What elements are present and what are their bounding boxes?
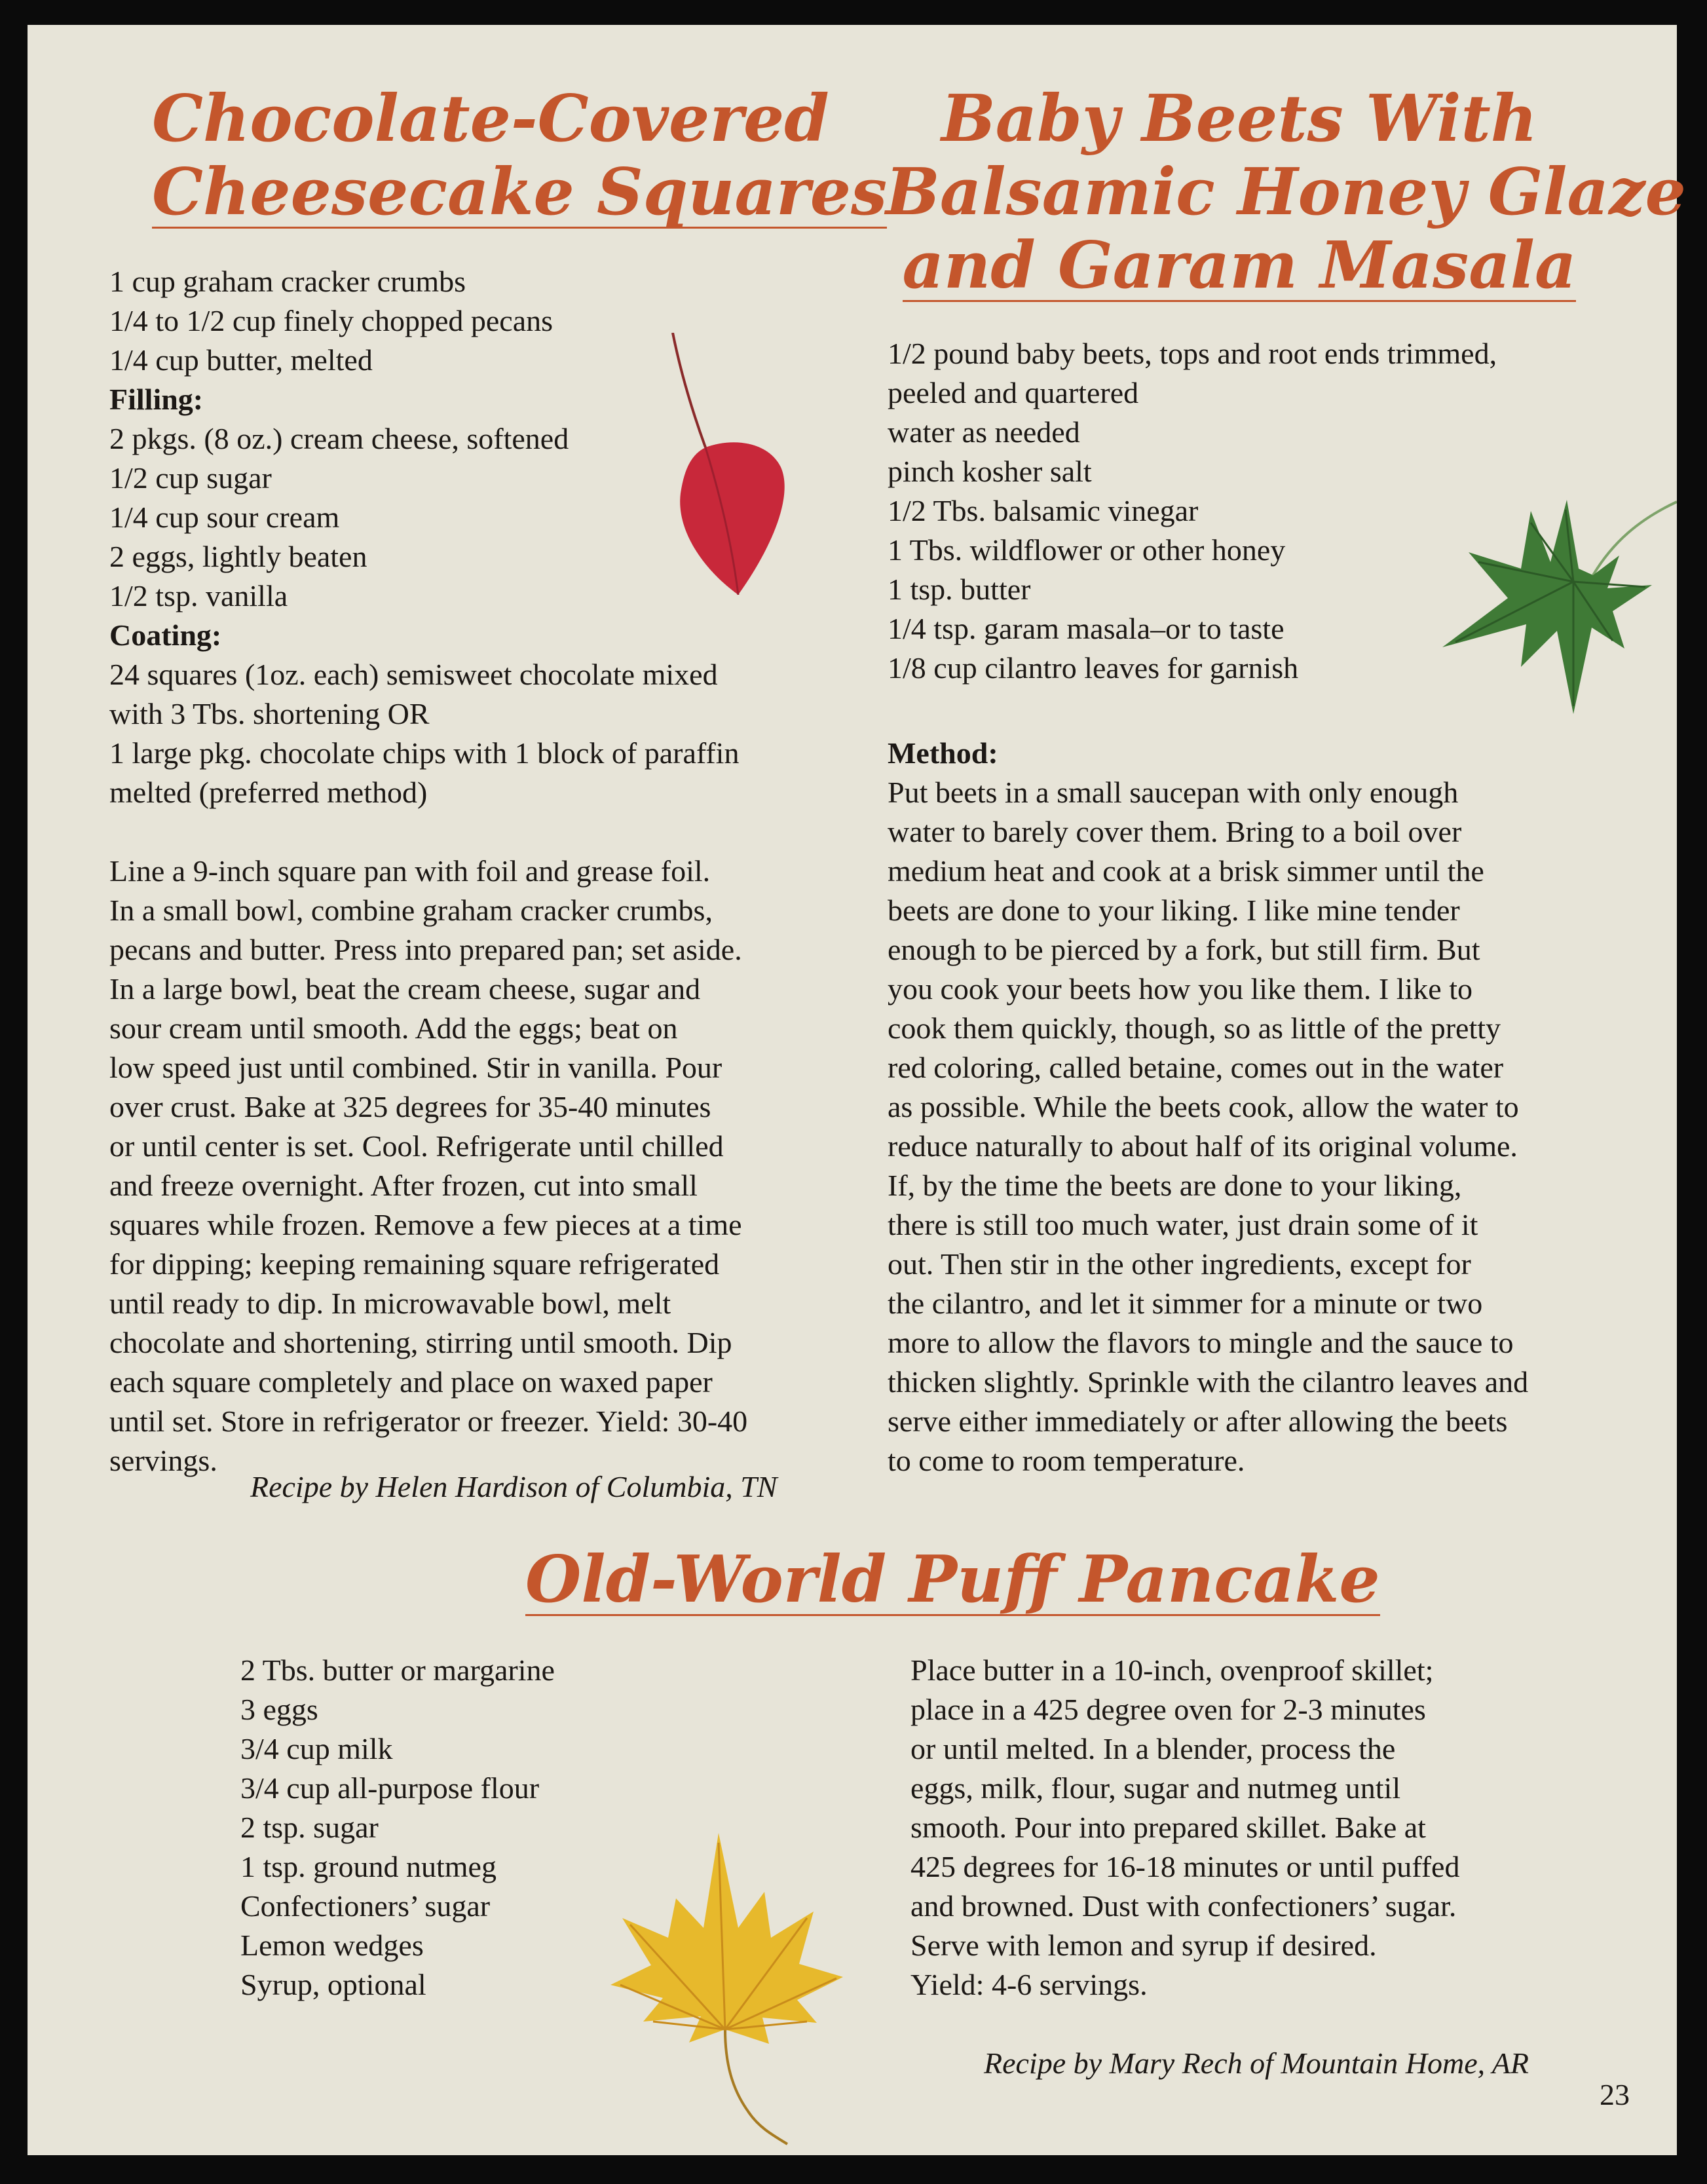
method-line: as possible. While the beets cook, allow the water to — [888, 1090, 1519, 1123]
direction-line: sour cream until smooth. Add the eggs; beat on — [109, 1011, 678, 1045]
ingredient-line: 1/8 cup cilantro leaves for garnish — [888, 651, 1299, 685]
magazine-page — [28, 25, 1686, 2155]
red-leaf-icon — [640, 333, 797, 601]
method-line: the cilantro, and let it simmer for a minute or two — [888, 1287, 1483, 1320]
ingredient-line: 2 tsp. sugar — [240, 1811, 379, 1844]
direction-line: until ready to dip. In microwavable bowl, melt — [109, 1287, 671, 1320]
method-line: out. Then stir in the other ingredients, except for — [888, 1247, 1471, 1281]
ingredient-line: melted (preferred method) — [109, 776, 428, 809]
direction-line: smooth. Pour into prepared skillet. Bake at — [910, 1811, 1426, 1844]
filling-heading: Filling: — [109, 383, 204, 416]
ingredient-line: 1/4 cup butter, melted — [109, 343, 373, 377]
ingredient-line: 2 pkgs. (8 oz.) cream cheese, softened — [109, 422, 569, 455]
beets-title-line-1: Baby Beets With — [941, 81, 1538, 157]
ingredient-line: Confectioners’ sugar — [240, 1889, 491, 1923]
cheesecake-credit: Recipe by Helen Hardison of Columbia, TN — [250, 1470, 778, 1503]
ingredient-line: 2 Tbs. butter or margarine — [240, 1653, 555, 1687]
direction-line: for dipping; keeping remaining square refrigerated — [109, 1247, 720, 1281]
ingredient-line: water as needed — [888, 415, 1080, 449]
ingredient-line: 1 cup graham cracker crumbs — [109, 265, 466, 298]
method-line: Put beets in a small saucepan with only enough — [888, 776, 1459, 809]
ingredient-line: 1/4 cup sour cream — [109, 500, 340, 534]
coating-heading: Coating: — [109, 618, 222, 652]
ingredient-line: Lemon wedges — [240, 1929, 424, 1962]
ingredient-line: 1/2 pound baby beets, tops and root ends trimmed, — [888, 337, 1497, 370]
ingredient-line: 24 squares (1oz. each) semisweet chocolate mixed — [109, 658, 718, 691]
cheesecake-title — [152, 81, 888, 230]
ingredient-line: 1/2 cup sugar — [109, 461, 272, 495]
pancake-directions — [910, 1651, 1459, 2005]
beets-title — [886, 81, 1686, 303]
direction-line: In a large bowl, beat the cream cheese, sugar and — [109, 972, 701, 1006]
ingredient-line: 3/4 cup milk — [240, 1732, 393, 1765]
ingredient-line: 1 tsp. butter — [888, 573, 1031, 606]
green-maple-leaf-icon — [1416, 470, 1677, 745]
direction-line: 425 degrees for 16-18 minutes or until puffed — [910, 1850, 1460, 1883]
method-line: water to barely cover them. Bring to a boil over — [888, 815, 1462, 848]
method-heading: Method: — [888, 736, 998, 770]
direction-line: Place butter in a 10-inch, ovenproof skillet; — [910, 1653, 1434, 1687]
cheesecake-title-line-2: Cheesecake Squares — [152, 155, 888, 230]
beets-ingredients — [888, 334, 1497, 688]
ingredient-line: 1/4 tsp. garam masala–or to taste — [888, 612, 1285, 645]
ingredient-line: 3/4 cup all-purpose flour — [240, 1771, 540, 1805]
ingredient-line: with 3 Tbs. shortening OR — [109, 697, 430, 730]
pancake-title — [525, 1542, 1380, 1617]
ingredient-line: 2 eggs, lightly beaten — [109, 540, 367, 573]
direction-line: or until center is set. Cool. Refrigerate until chilled — [109, 1129, 724, 1163]
direction-line: low speed just until combined. Stir in vanilla. Pour — [109, 1051, 722, 1084]
direction-line: and browned. Dust with confectioners’ sugar. — [910, 1889, 1457, 1923]
ingredient-line: 1/2 tsp. vanilla — [109, 579, 288, 612]
ingredient-line: 1 large pkg. chocolate chips with 1 block of paraffin — [109, 736, 740, 770]
method-line: reduce naturally to about half of its original volume. — [888, 1129, 1518, 1163]
direction-line: Line a 9-inch square pan with foil and grease foil. — [109, 854, 711, 888]
ingredient-line: 1/4 to 1/2 cup finely chopped pecans — [109, 304, 553, 337]
ingredient-line: peeled and quartered — [888, 376, 1139, 409]
beets-title-line-2: Balsamic Honey Glaze — [886, 155, 1686, 230]
direction-line: over crust. Bake at 325 degrees for 35-40 minutes — [109, 1090, 711, 1123]
cheesecake-title-line-1: Chocolate-Covered — [152, 81, 829, 157]
ingredient-line: 1 tsp. ground nutmeg — [240, 1850, 497, 1883]
method-line: thicken slightly. Sprinkle with the cilantro leaves and — [888, 1365, 1529, 1399]
method-line: more to allow the flavors to mingle and the sauce to — [888, 1326, 1514, 1359]
method-line: to come to room temperature. — [888, 1444, 1245, 1477]
method-line: you cook your beets how you like them. I like to — [888, 972, 1473, 1006]
pancake-credit: Recipe by Mary Rech of Mountain Home, AR — [984, 2046, 1529, 2080]
direction-line: squares while frozen. Remove a few pieces at a time — [109, 1208, 742, 1241]
direction-line: pecans and butter. Press into prepared pan; set aside. — [109, 933, 742, 966]
method-line: cook them quickly, though, so as little of the pretty — [888, 1011, 1501, 1045]
direction-line: each square completely and place on waxed paper — [109, 1365, 713, 1399]
method-line: beets are done to your liking. I like mine tender — [888, 894, 1460, 927]
pancake-title-text: Old-World Puff Pancake — [525, 1542, 1380, 1617]
direction-line: chocolate and shortening, stirring until smooth. Dip — [109, 1326, 732, 1359]
ingredient-line: 1 Tbs. wildflower or other honey — [888, 533, 1286, 567]
method-line: enough to be pierced by a fork, but still firm. But — [888, 933, 1480, 966]
direction-line: or until melted. In a blender, process the — [910, 1732, 1396, 1765]
direction-line: servings. — [109, 1444, 217, 1477]
direction-line: place in a 425 degree oven for 2-3 minutes — [910, 1693, 1426, 1726]
ingredient-line: pinch kosher salt — [888, 455, 1092, 488]
page-number: 23 — [1600, 2078, 1630, 2111]
direction-line: eggs, milk, flour, sugar and nutmeg until — [910, 1771, 1401, 1805]
cheesecake-directions — [109, 852, 747, 1480]
ingredient-line: 3 eggs — [240, 1693, 318, 1726]
beets-title-line-3: and Garam Masala — [902, 228, 1577, 303]
method-line: medium heat and cook at a brisk simmer until the — [888, 854, 1484, 888]
yellow-maple-leaf-icon — [591, 1813, 866, 2154]
direction-line: Yield: 4-6 servings. — [910, 1968, 1148, 2001]
direction-line: until set. Store in refrigerator or freezer. Yield: 30-40 — [109, 1404, 748, 1438]
pancake-ingredients — [240, 1651, 555, 2005]
ingredient-line: Syrup, optional — [240, 1968, 426, 2001]
direction-line: Serve with lemon and syrup if desired. — [910, 1929, 1377, 1962]
ingredient-line: 1/2 Tbs. balsamic vinegar — [888, 494, 1199, 527]
method-line: If, by the time the beets are done to your liking, — [888, 1169, 1462, 1202]
method-line: red coloring, called betaine, comes out in the water — [888, 1051, 1504, 1084]
beets-method — [888, 734, 1528, 1480]
method-line: there is still too much water, just drain some of it — [888, 1208, 1478, 1241]
method-line: serve either immediately or after allowing the beets — [888, 1404, 1508, 1438]
direction-line: In a small bowl, combine graham cracker crumbs, — [109, 894, 713, 927]
direction-line: and freeze overnight. After frozen, cut into small — [109, 1169, 698, 1202]
